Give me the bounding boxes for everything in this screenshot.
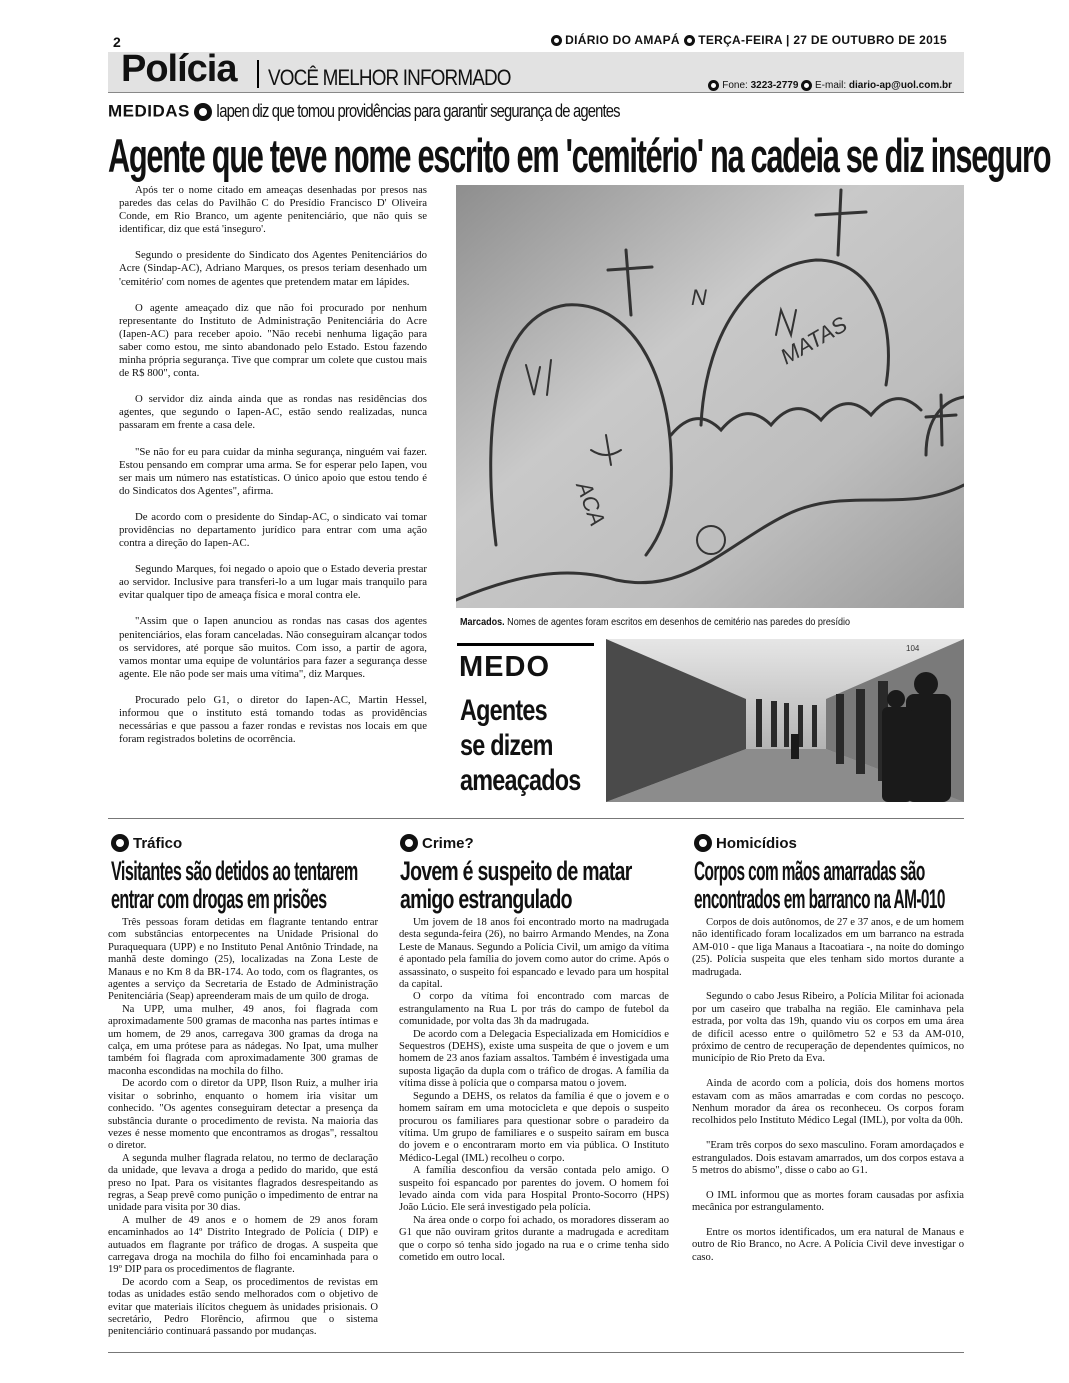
issue-date: 27 DE OUTUBRO DE 2015 <box>793 33 947 47</box>
column-headline <box>400 857 632 913</box>
column-paragraph: Um jovem de 18 anos foi encontrado morto na madrugada desta segunda-feira (26), no bairro Armando Mendes, na Zona Leste de Manaus. Segundo a Polícia Civil, um amigo da vítima é apontado pela família do jovem como autor do crime. Após o assassinato, o suspeito foi espancado e levado para um hospital da capital. <box>399 917 669 991</box>
column-paragraph: Entre os mortos identificados, um era natural de Manaus e outro de Rio Branco, no Acre. A Polícia Civil deve investigar o caso. <box>692 1227 964 1263</box>
bullet-icon <box>551 35 562 46</box>
column-paragraph: De acordo com a Delegacia Especializada em Homicídios e Sequestros (DEHS), existe uma suspeita de que o jovem e um homem de 23 anos faziam assaltos. Também é investigada uma suposta ligação da dupla com o tráfico de drogas. A família da vítima disse à polícia que o comparsa matou o jovem. <box>399 1028 669 1090</box>
wall-letter: N <box>691 285 707 310</box>
column-paragraph: Na área onde o corpo foi achado, os moradores disseram ao G1 que não ouviram gritos durante a madrugada e acreditam que o corpo só tenha sido jogado na rua e o crime tenha sido cometido em outro local. <box>399 1214 669 1263</box>
headline-line: entrar com drogas em prisões <box>111 884 327 914</box>
headline-line: Jovem é suspeito de matar <box>400 856 632 886</box>
newspaper-name: DIÁRIO DO AMAPÁ <box>565 33 680 47</box>
phone-icon <box>708 80 719 91</box>
column-paragraph: De acordo com a Seap, os procedimentos de revistas em todas as unidades estão sendo melhorados com o objetivo de evitar que materiais ilícitos cheguem às unidades prisionais. O secretário, Pedro Florêncio, afirmou que o sistema penitenciário continuará passando por mudanças. <box>108 1276 378 1338</box>
section-slogan: VOCÊ MELHOR INFORMADO <box>268 65 511 90</box>
column-headline <box>111 857 358 913</box>
headline-line: Visitantes são detidos ao tentarem <box>111 856 358 886</box>
kicker-text: Iapen diz que tomou providências para garantir segurança de agentes <box>215 101 620 121</box>
wall-name: MATAS <box>776 311 852 370</box>
masthead-date-line: DIÁRIO DO AMAPÁ TERÇA-FEIRA | 27 DE OUTUBRO DE 2015 <box>551 33 947 47</box>
lead-headline: Agente que teve nome escrito em 'cemitério' na cadeia se diz inseguro <box>108 129 1051 182</box>
column-paragraph: A segunda mulher flagrada relatou, no termo de declaração da unidade, que levava a droga a pedido do marido, que está preso no Ipat. Para os visitantes flagrados desrespeitando as regras, a Seap prevê como punição o impedimento de entrar na unidade para visita por 30 dias. <box>108 1152 378 1214</box>
column-paragraph: Segundo a DEHS, os relatos da família é que o jovem e o homem saíram em uma motocicleta e que depois o suspeito procurou os familiares para questionar sobre o paradeiro da vítima. Um grupo de familiares e o suspeito saíram em busca do jovem e o encontraram morto em via pública. O Instituto Médico-Legal (IML) recolheu o corpo. <box>399 1090 669 1164</box>
column-paragraph: Corpos de dois autônomos, de 27 e 37 anos, e de um homem não identificado foram localizados em um barranco na estrada AM-010 - que liga Manaus a Itacoatiara -, na noite do domingo (25). Polícia suspeita que eles tenham sido mortos durante a madrugada. <box>692 917 964 978</box>
photo-prison-corridor <box>606 639 964 802</box>
lead-paragraph: Segundo o presidente do Sindicato dos Agentes Penitenciários do Acre (Sindap-AC), Adriano Marques, os presos teriam desenhado um 'cemitério' com nomes de agentes que pretendem matar em lápides. <box>119 249 427 288</box>
weekday: TERÇA-FEIRA <box>698 33 783 47</box>
column-kicker <box>694 834 797 852</box>
kicker-text: Tráfico <box>133 834 183 852</box>
contact-info <box>708 80 952 91</box>
column-body <box>692 917 964 1277</box>
column-paragraph: A mulher de 49 anos e o homem de 29 anos foram encaminhados ao 14º Distrito Integrado de Polícia ( DIP) e autuados em flagrante por tráfico de drogas. A suspeita que carregava droga na mochila do filho foi encaminhada para o 19º DIP para os procedimentos de flagrante. <box>108 1214 378 1276</box>
column-kicker <box>400 834 474 852</box>
lead-body <box>119 184 427 759</box>
caption-label: Marcados. <box>460 616 505 628</box>
lead-paragraph: De acordo com o presidente do Sindap-AC, o sindicato vai tomar providências no departamento jurídico para entrar com uma ação contra a direção do Iapen-AC. <box>119 510 427 550</box>
lead-paragraph: "Se não for eu para cuidar da minha segurança, ninguém vai fazer. Estou pensando em comprar uma arma. Se for esperar pelo Iapen, vou ser mais um número nas estatísticas. O único apoio que estou tendo é do Sindicatos dos Agentes", afirma. <box>119 445 427 497</box>
lead-paragraph: Segundo Marques, foi negado o apoio que o Estado deveria prestar ao servidor. Inclusive para transferi-lo a um lugar mais tranquilo para evitar qualquer tipo de ameaça física e moral contra ele. <box>119 563 427 602</box>
phone-number: 3223-2779 <box>750 80 799 92</box>
email-address: diario-ap@uol.com.br <box>848 80 952 92</box>
kicker-label: MEDIDAS <box>108 101 190 121</box>
column-paragraph: O corpo da vítima foi encontrado com marcas de estrangulamento na Rua L por trás do campo de futebol da comunidade, por volta das 3h da madrugada. <box>399 991 669 1028</box>
lead-paragraph: O agente ameaçado diz que não foi procurado por nenhum representante do Instituto de Administração Penitenciária do Acre (Iapen-AC) para receber apoio. "Não recebi nenhuma ligação para saber como estou, me sinto abandonado pelo Estado. Estou fazendo minha própria segurança. Tive que comprar um colete que custou mais de R$ 800", conta. <box>119 301 427 380</box>
lead-paragraph: Após ter o nome citado em ameaças desenhadas por presos nas paredes das celas do Pavilhão C do Presídio Francisco D' Oliveira Conde, em Rio Branco, um agente penitenciário, que não quis se identificar, diz que está 'inseguro'. <box>119 184 427 236</box>
caption-text: Nomes de agentes foram escritos em desenhos de cemitério nas paredes do presídio <box>507 616 851 628</box>
column-paragraph: "Eram três corpos do sexo masculino. Foram amordaçados e estrangulados. Dois estavam amarrados, um dos corpos estava a 5 metros do abismo", disse o cabo ao G1. <box>692 1140 964 1177</box>
column-paragraph: Três pessoas foram detidas em flagrante tentando entrar com substâncias entorpecentes na Unidade Prisional do Puraquequara (UPP) e no Instituto Penal Antônio Trindade, na manhã deste domingo (25), localizadas na Zona Leste de Manaus e no Km 8 da BR-174. Ao todo, com os flagrantes, os agentes a serviço da Secretaria de Estado de Administração Penitenciária (Seap) apreenderam mais de um quilo de droga. <box>108 917 378 1003</box>
section-separator <box>257 60 259 88</box>
medo-rule <box>457 643 594 646</box>
lead-paragraph: Procurado pelo G1, o diretor do Iapen-AC, Martin Hessel, informou que o instituto está tomando todas as providências necessárias e que passou a fazer rondas e revistas nos locais em que foram registrados boletins de ocorrência. <box>119 693 427 746</box>
headline-line: Corpos com mãos amarradas são <box>694 856 925 886</box>
column-paragraph: O IML informou que as mortes foram causadas por asfixia mecânica por estrangulamento. <box>692 1189 964 1214</box>
section-divider <box>108 818 964 819</box>
medo-headline: Agentes se dizem ameaçados <box>460 694 581 797</box>
cell-number: 104 <box>906 644 920 653</box>
headline-line: amigo estrangulado <box>400 884 572 914</box>
photo-cemetery-drawing <box>456 185 964 608</box>
wall-name: ACA <box>571 478 611 530</box>
headline-line: encontrados em barranco na AM-010 <box>694 884 945 914</box>
kicker-text: Homicídios <box>716 834 797 852</box>
bullet-icon <box>694 834 712 852</box>
column-headline <box>694 857 945 913</box>
email-label: E-mail: <box>815 80 847 92</box>
column-paragraph: Segundo o cabo Jesus Ribeiro, a Polícia Militar foi acionada por um caseiro que trabalha na região. Ele caminhava pela estrada, por volta das 19h, quando viu os corpos em uma área de difícil acesso entre o quilômetro 52 e 53 da AM-010, próximo de centro de recuperação de dependentes químicos, no município de Rio Preto da Eva. <box>692 991 964 1065</box>
column-paragraph: De acordo com o diretor da UPP, Ilson Ruiz, a mulher iria visitar o sobrinho, enquanto o homem iria visitar um conhecido. "Os agentes conseguiram detectar a presença da substância durante o procedimento de revista. Na maioria das vezes é nesse momento que encontramos as drogas", ressaltou o diretor. <box>108 1078 378 1152</box>
bullet-icon <box>111 834 129 852</box>
column-body <box>399 917 669 1264</box>
column-kicker <box>111 834 182 852</box>
column-body <box>108 917 378 1339</box>
bottom-rule <box>108 1352 964 1353</box>
page-number: 2 <box>113 34 121 50</box>
column-paragraph: Ainda de acordo com a polícia, dois dos homens mortos estavam com as mãos amarradas e com cordas no pescoço. Nenhum morador da área os reconheceu. Os corpos foram recolhidos pelo Instituto Médico Legal (IML), por volta da 00h. <box>692 1078 964 1127</box>
photo-caption <box>460 616 850 628</box>
bullet-icon <box>400 834 418 852</box>
section-title: Polícia <box>121 48 237 90</box>
email-icon <box>801 80 812 91</box>
kicker-text: Crime? <box>422 834 474 852</box>
medo-label: MEDO <box>459 651 550 683</box>
bullet-icon <box>684 35 695 46</box>
column-paragraph: A família desconfiou da versão contada pelo amigo. O suspeito foi espancado por parentes do jovem. O homem foi levado ainda com vida para Hospital Pronto-Socorro (HPS) João Lúcio. Ele será investigado pela polícia. <box>399 1165 669 1214</box>
lead-kicker <box>108 101 708 122</box>
column-paragraph: Na UPP, uma mulher, 49 anos, foi flagrada com aproximadamente 500 gramas de maconha nas partes íntimas e um homem, de 29 anos, carregava 300 gramas da droga na calça, em uma prótese para as nádegas. No Ipat, uma mulher também foi flagrada com aproximadamente 300 gramas de maconha escondidas na mochila do filho. <box>108 1003 378 1077</box>
bullet-icon <box>194 103 212 121</box>
lead-paragraph: O servidor diz ainda ainda que as rondas nas residências dos agentes, que segundo o Iapen-AC, estão sendo realizadas, nunca passaram em frente a casa dele. <box>119 393 427 432</box>
phone-label: Fone: <box>722 80 748 92</box>
lead-paragraph: "Assim que o Iapen anunciou as rondas nas casas dos agentes penitenciários, elas foram canceladas. Não conseguiram alcançar todos os servidores, até porque são muitos. Com isso, a partir de agora, vamos montar uma equipe de voluntários para fazer a segurança desse agente. Ele não pode ser mais uma vítima", diz Marques. <box>119 615 427 680</box>
